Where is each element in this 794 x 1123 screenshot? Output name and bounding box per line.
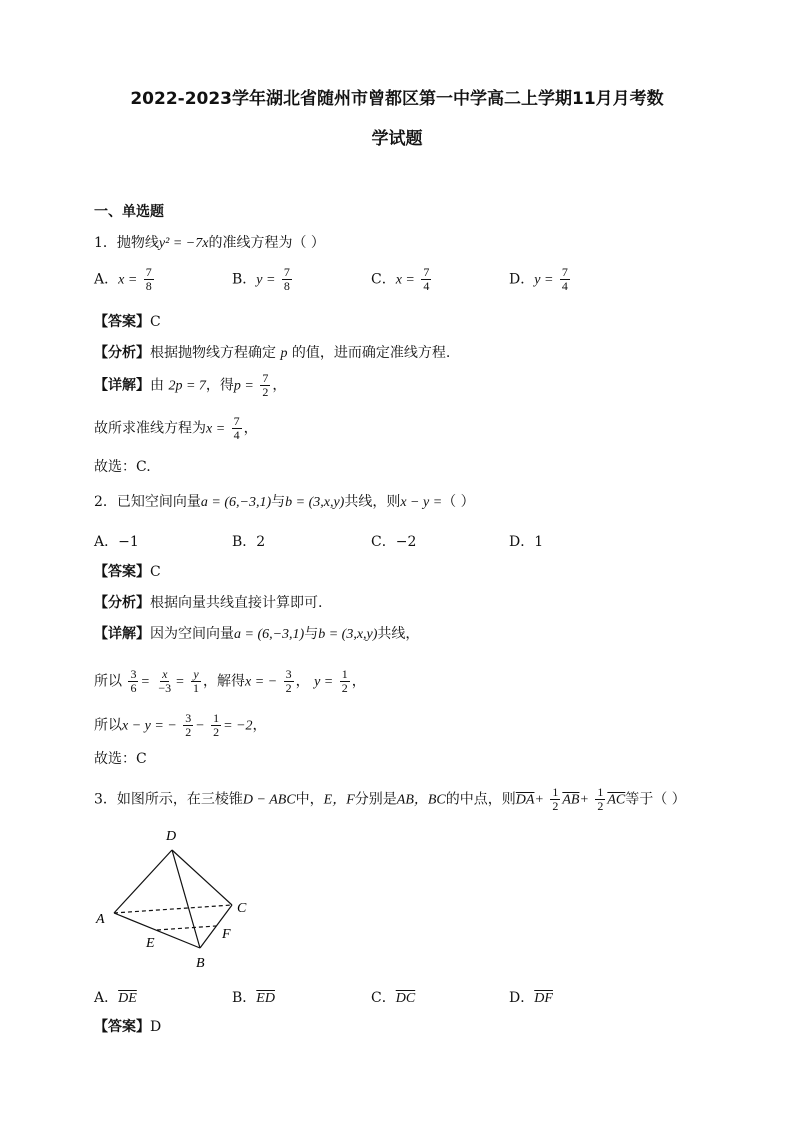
doc-title-line2: 学试题 (371, 129, 423, 149)
edge-da (114, 850, 172, 913)
q3-answer: 【答案】D (94, 1019, 162, 1035)
q1-option-a: A．x = $\frac{7}{8}$ (94, 265, 152, 293)
edge-db (172, 850, 200, 948)
label-e: E (146, 936, 155, 951)
edge-dc (172, 850, 232, 905)
edge-ab (114, 913, 200, 948)
q1-answer: 【答案】C (94, 314, 161, 330)
q2-choose: 故选：C (94, 751, 147, 767)
q3-option-c: C．$\overline{DC}$ (371, 990, 416, 1006)
q1-option-b: B．y = $\frac{7}{8}$ (232, 265, 290, 293)
q1-stem: 1．抛物线y² = −7x的准线方程为（ ） (94, 235, 325, 251)
q2-detail-line3: 所以x − y = − $\frac{3}{2}$ − $\frac{1}{2}$ = −2， (94, 711, 267, 739)
label-d: D (166, 829, 177, 844)
q1-detail: 【详解】由 2p = 7，得p = $\frac{7}{2}$ ， (94, 371, 287, 399)
q1-choose: 故选：C. (94, 459, 151, 475)
doc-title-line1: 2022-2023学年湖北省随州市曾都区第一中学高二上学期11月月考数 (130, 89, 664, 109)
section-heading: 一、单选题 (94, 204, 164, 220)
q3-option-d: D．$\overline{DF}$ (509, 990, 553, 1006)
label-a: A (96, 912, 105, 927)
q3-option-a: A．$\overline{DE}$ (94, 990, 137, 1006)
q2-stem: 2．已知空间向量a = (6,−3,1)与b = (3,x,y)共线，则x − y =（ ） (94, 494, 475, 510)
q2-option-c: C．−2 (371, 534, 417, 550)
label-b: B (196, 956, 205, 971)
q1-option-c: C．x = $\frac{7}{4}$ (371, 265, 430, 293)
edge-ac-hidden (114, 905, 232, 913)
label-c: C (237, 901, 247, 916)
q3-option-b: B．$\overline{ED}$ (232, 990, 275, 1006)
segment-ef-hidden (157, 926, 216, 930)
q1-detail-line2: 故所求准线方程为x = $\frac{7}{4}$ ， (94, 414, 258, 442)
q2-detail: 【详解】因为空间向量a = (6,−3,1)与b = (3,x,y)共线， (94, 626, 420, 642)
pyramid-figure (90, 820, 260, 975)
q2-option-a: A．−1 (94, 534, 139, 550)
q2-option-b: B．2 (232, 534, 266, 550)
label-f: F (222, 927, 231, 942)
q2-analysis: 【分析】根据向量共线直接计算即可. (94, 595, 323, 611)
q1-option-d: D．y = $\frac{7}{4}$ (509, 265, 568, 293)
q2-detail-line2: 所以 $\frac{3}{6}$ = $\frac{x}{-3}$ = $\frac{y}{1}$ ，解得x = − $\frac{3}{2}$ ， y = $\frac{1}{2}$ ， (94, 667, 366, 695)
q2-option-d: D．1 (509, 534, 544, 550)
q1-analysis: 【分析】根据抛物线方程确定 p 的值，进而确定准线方程. (94, 345, 451, 361)
q2-answer: 【答案】C (94, 564, 161, 580)
q3-stem: 3．如图所示，在三棱锥D − ABC中，E，F分别是AB，BC的中点，则$\overline{DA}+$ $\frac{1}{2}$ $\overline{AB}+$ $\frac{1}{2}$ $\overline{AC}$等于（ ） (94, 785, 686, 813)
